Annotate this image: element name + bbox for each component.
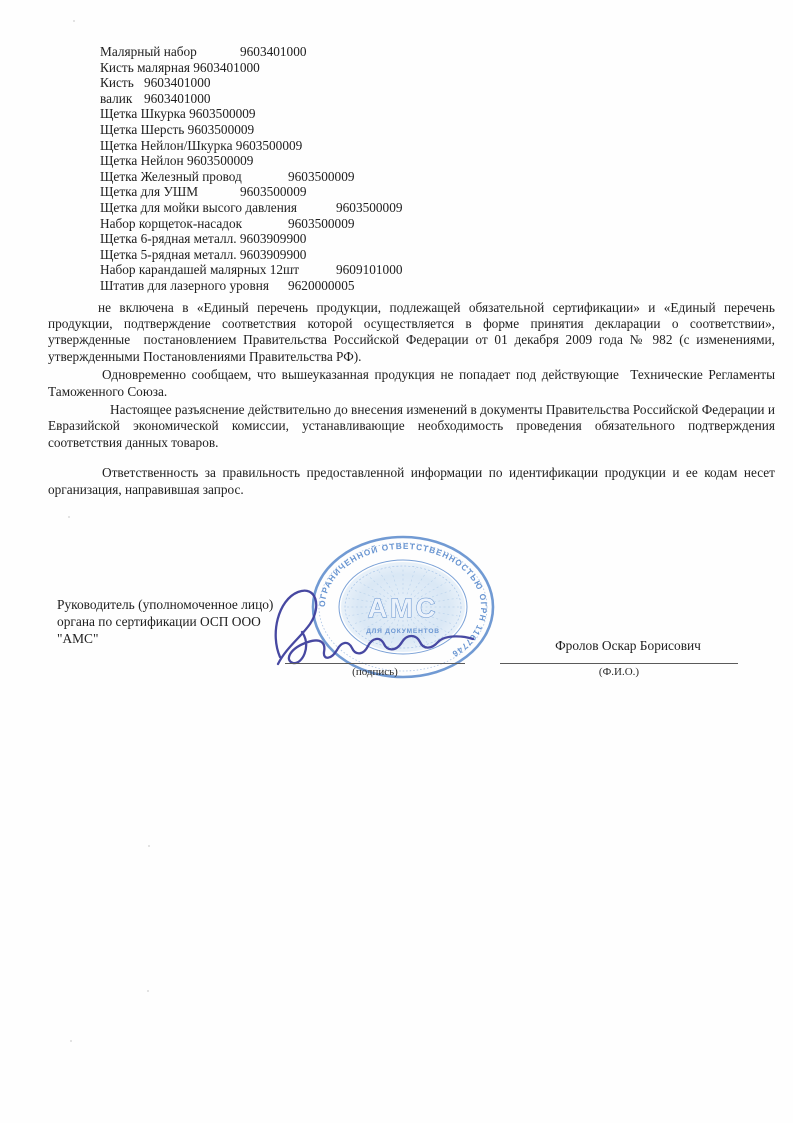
product-line: валик 9603401000: [100, 90, 211, 106]
product-line: Щетка Железный провод 9603500009: [100, 168, 355, 184]
handwritten-signature-icon: [268, 572, 483, 677]
paragraph-validity: Настоящее разъяснение действительно до внесения изменений в документы Правительства Российской Федерации и Евразийской экономической комиссии, устанавливающие необходимость проведения обязательного подтверждения соответствия данных товаров.: [48, 401, 779, 450]
signatory-title: [57, 596, 297, 647]
fio-caption: (Ф.И.О.): [598, 666, 640, 678]
product-line: Щетка Нейлон/Шкурка 9603500009: [100, 137, 303, 153]
fio-line: [500, 663, 738, 664]
paragraph-not-included: не включена в «Единый перечень продукции, подлежащей обязательной сертификации» и «Единый перечень продукции, подтверждение соответствия которой осуществляется в форме принятия декларации о соответствии», утвержденные постановлением Правительства Российской Федерации от 01 декабря 2009 года № 982 (с изменениями, утвержденными Постановлениями Правительства РФ).: [48, 299, 779, 364]
signature-line: [285, 663, 465, 664]
product-line: Щетка Шкурка 9603500009: [100, 106, 256, 122]
product-line: Щетка для мойки высого давления 9603500009: [100, 199, 403, 215]
stamp-inner-text: ДЛЯ ДОКУМЕНТОВ: [366, 628, 440, 635]
product-line: Малярный набор 9603401000: [100, 44, 307, 59]
product-line: Щетка для УШМ 9603500009: [100, 184, 307, 200]
product-line: Набор корщеток-насадок 9603500009: [100, 215, 355, 231]
scan-speckle: [148, 845, 150, 847]
paragraph-tech-regulations: Одновременно сообщаем, что вышеуказанная продукция не попадает под действующие Технические Регламенты Таможенного Союза.: [48, 367, 779, 399]
product-line: Щетка Шерсть 9603500009: [100, 121, 255, 137]
product-list: [48, 44, 775, 294]
product-line: Щетка Нейлон 9603500009: [100, 153, 254, 169]
product-line: Кисть 9603401000: [100, 75, 211, 91]
product-line: Щетка 6-рядная металл. 9603909900: [100, 231, 307, 247]
scan-speckle: [147, 990, 149, 992]
signature-caption: (подпись): [352, 666, 398, 678]
signatory-title-line: Руководитель (уполномоченное лицо): [57, 597, 274, 612]
scan-speckle: [73, 20, 75, 22]
scan-speckle: [70, 1040, 72, 1042]
product-line: Набор карандашей малярных 12шт 9609101000: [100, 262, 403, 278]
product-line: Штатив для лазерного уровня 9620000005: [100, 277, 355, 293]
product-line: Кисть малярная 9603401000: [100, 59, 260, 75]
signatory-title-line: органа по сертификации ОСП ООО: [57, 614, 261, 629]
signatory-full-name: Фролов Оскар Борисович: [555, 638, 701, 653]
stamp-center-text: АМС: [367, 593, 439, 623]
product-line: Щетка 5-рядная металл. 9603909900: [100, 246, 307, 262]
paragraph-responsibility: Ответственность за правильность предоставленной информации по идентификации продукции и ее кодам несет организация, направившая запрос.: [48, 465, 779, 497]
scan-speckle: [68, 516, 70, 518]
signatory-title-line: "АМС": [57, 631, 99, 646]
letter-body: [48, 44, 779, 498]
stamp-ring-text: ОГРАНИЧЕННОЙ ОТВЕТСТВЕННОСТЬЮ ОГРН 1167746: [316, 540, 490, 660]
